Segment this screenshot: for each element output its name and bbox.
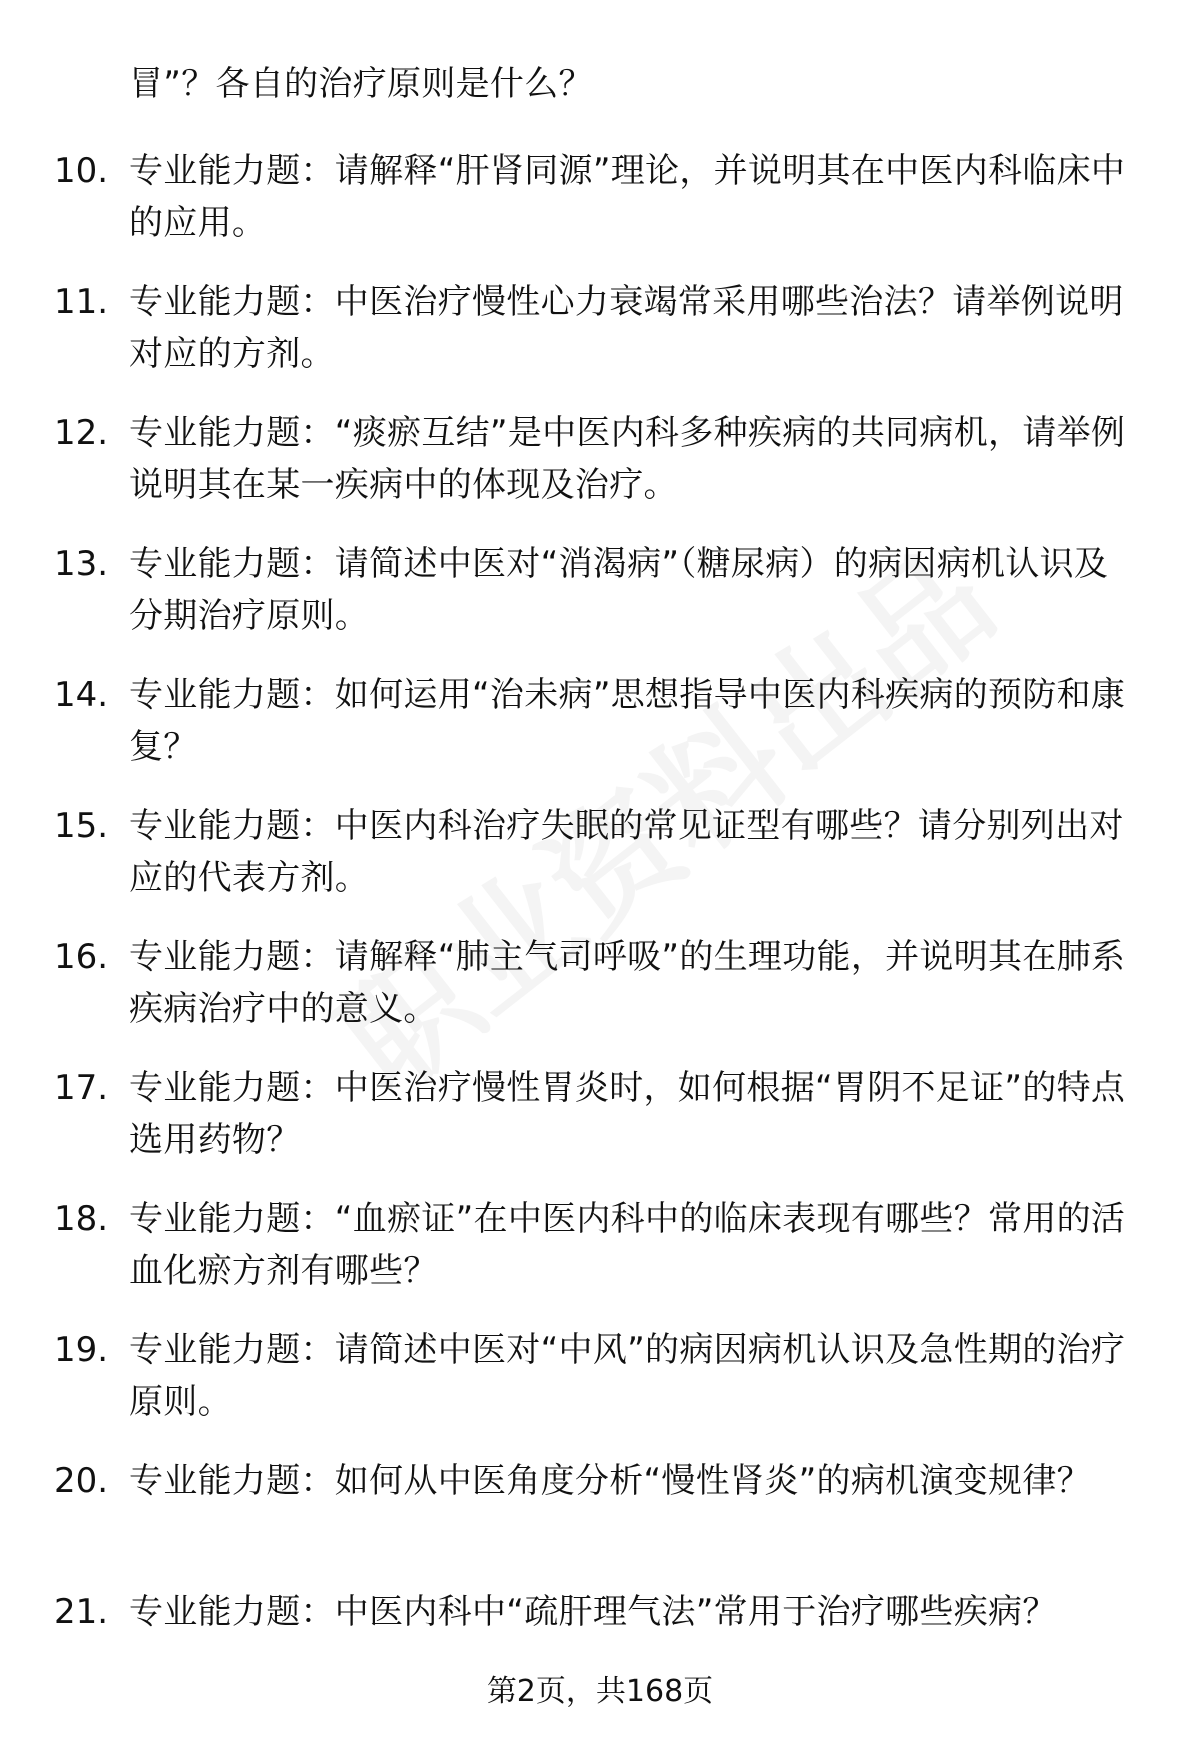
- question-number: 21.: [54, 1592, 109, 1632]
- question-text: 专业能力题：中医治疗慢性心力衰竭常采用哪些治法？请举例说明对应的方剂。: [129, 282, 1124, 374]
- page-footer: 第2页，共168页: [486, 1674, 714, 1709]
- question-item: [0, 145, 1200, 276]
- question-number: 14.: [54, 675, 109, 715]
- question-item: [0, 800, 1200, 931]
- question-item: [0, 407, 1200, 538]
- continuation-text: 冒”？各自的治疗原则是什么？: [129, 64, 593, 104]
- question-item: [0, 276, 1200, 407]
- question-item: [0, 931, 1200, 1062]
- question-text: 专业能力题：“血瘀证”在中医内科中的临床表现有哪些？常用的活血化瘀方剂有哪些？: [129, 1199, 1126, 1291]
- question-text: 专业能力题：中医内科中“疏肝理气法”常用于治疗哪些疾病？: [129, 1592, 1057, 1632]
- question-number: 16.: [54, 937, 109, 977]
- question-item: [0, 538, 1200, 669]
- question-item: [0, 1455, 1200, 1586]
- question-text: 专业能力题：请简述中医对“消渴病”（糖尿病）的病因病机认识及分期治疗原则。: [129, 544, 1109, 636]
- question-number: 11.: [54, 282, 109, 322]
- question-number: 12.: [54, 413, 109, 453]
- question-number: 18.: [54, 1199, 109, 1239]
- question-item: [0, 1324, 1200, 1455]
- question-text: 专业能力题：请简述中医对“中风”的病因病机认识及急性期的治疗原则。: [129, 1330, 1126, 1422]
- question-text: 专业能力题：请解释“肺主气司呼吸”的生理功能，并说明其在肺系疾病治疗中的意义。: [129, 937, 1126, 1029]
- question-list: [0, 145, 1200, 1717]
- question-text: 专业能力题：请解释“肝肾同源”理论，并说明其在中医内科临床中的应用。: [129, 151, 1126, 243]
- question-text: 专业能力题：中医内科治疗失眠的常见证型有哪些？请分别列出对应的代表方剂。: [129, 806, 1124, 898]
- question-text: 专业能力题：“痰瘀互结”是中医内科多种疾病的共同病机，请举例说明其在某一疾病中的体现及治疗。: [129, 413, 1126, 505]
- question-text: 专业能力题：如何从中医角度分析“慢性肾炎”的病机演变规律？: [129, 1461, 1091, 1501]
- question-item: [0, 669, 1200, 800]
- question-number: 20.: [54, 1461, 109, 1501]
- question-number: 17.: [54, 1068, 109, 1108]
- question-text: 专业能力题：中医治疗慢性胃炎时，如何根据“胃阴不足证”的特点选用药物？: [129, 1068, 1126, 1160]
- question-number: 15.: [54, 806, 109, 846]
- question-number: 10.: [54, 151, 109, 191]
- question-text: 专业能力题：如何运用“治未病”思想指导中医内科疾病的预防和康复？: [129, 675, 1126, 767]
- question-item: [0, 1062, 1200, 1193]
- question-item: [0, 1193, 1200, 1324]
- question-number: 19.: [54, 1330, 109, 1370]
- question-number: 13.: [54, 544, 109, 584]
